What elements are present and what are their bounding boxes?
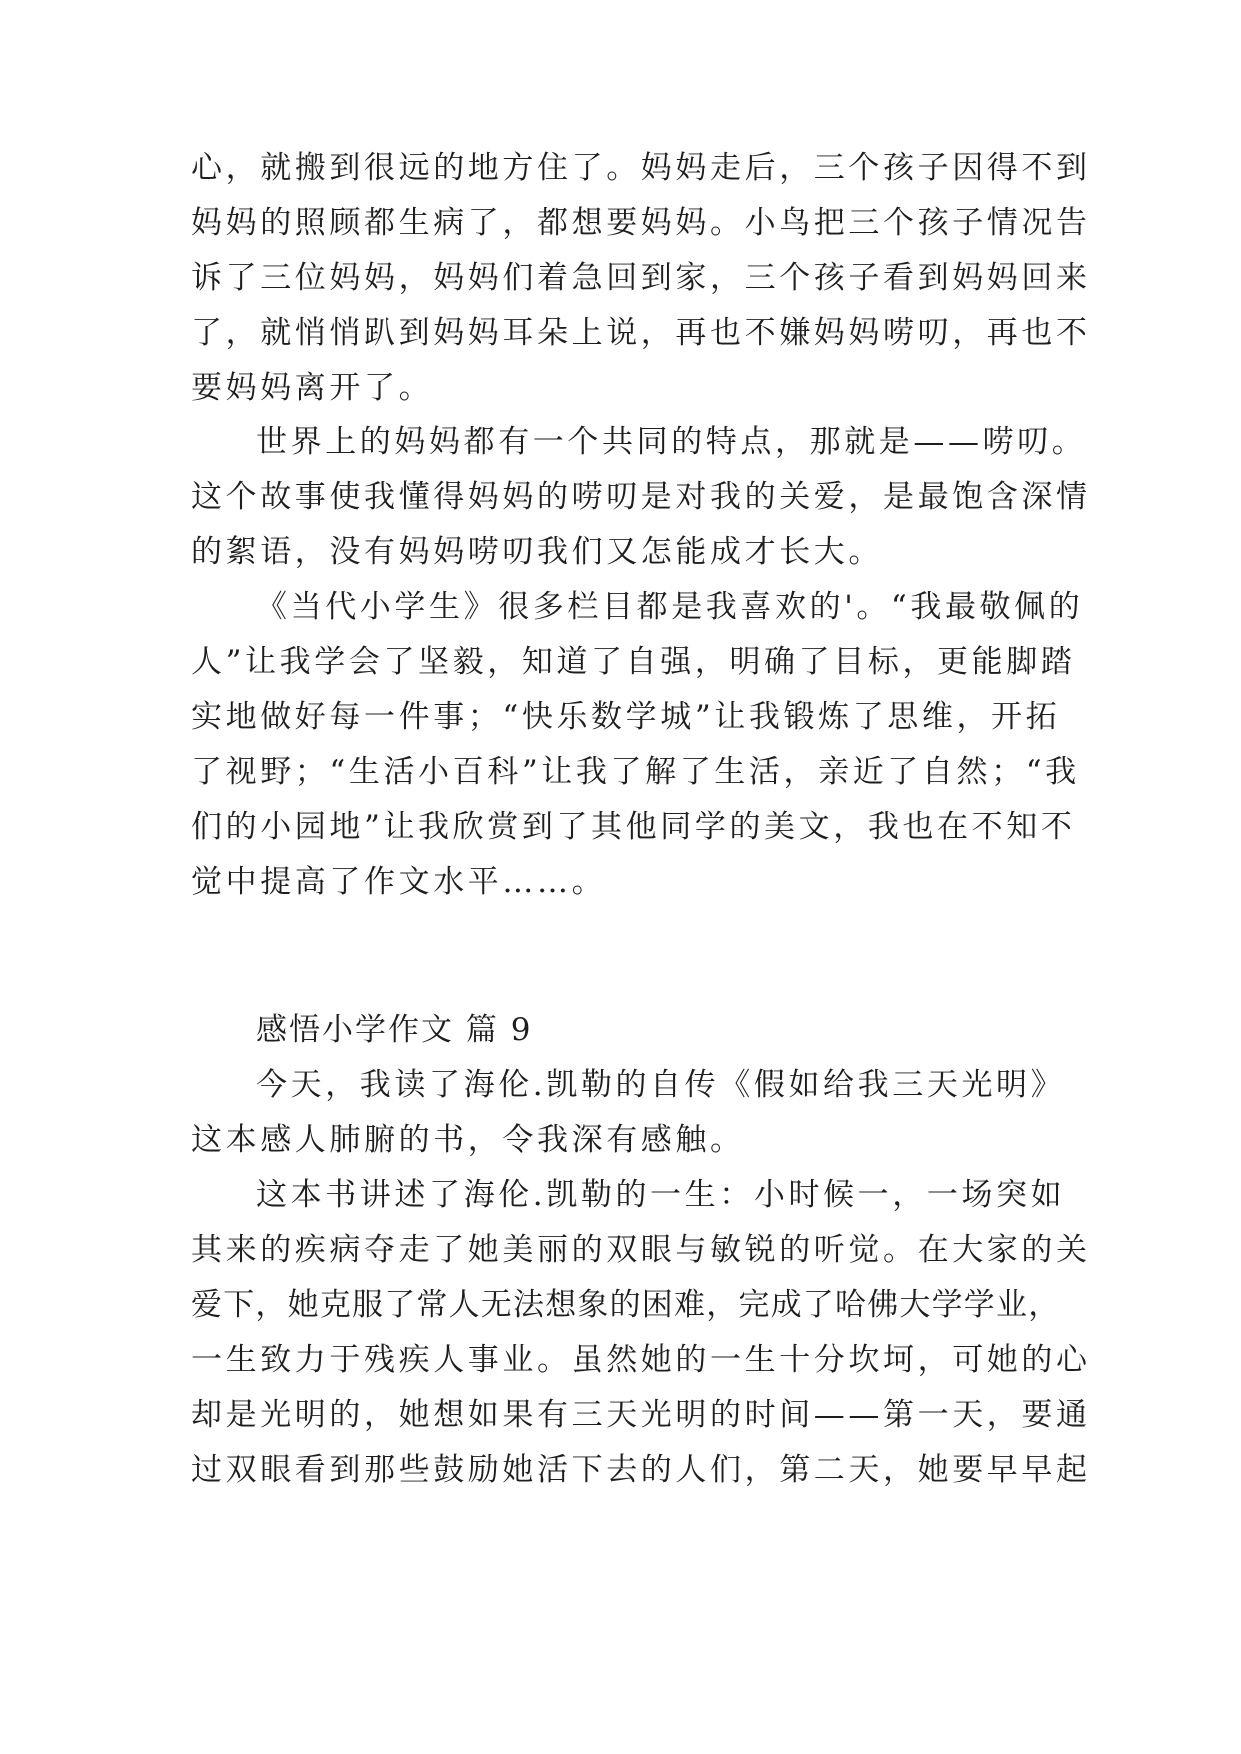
paragraph-2-line-2: 这个故事使我懂得妈妈的唠叨是对我的关爱，是最饱含深情 <box>191 479 1091 515</box>
paragraph-5-line-1: 这本书讲述了海伦.凯勒的一生：小时候一，一场突如 <box>256 1177 1066 1213</box>
paragraph-3-line-1: 《当代小学生》很多栏目都是我喜欢的'。“我最敬佩的 <box>256 589 1084 625</box>
paragraph-5-line-4: 一生致力于残疾人事业。虽然她的一生十分坎坷，可她的心 <box>191 1342 1091 1378</box>
paragraph-3-line-5: 们的小园地”让我欣赏到了其他同学的美文，我也在不知不 <box>191 809 1076 845</box>
paragraph-2-line-3: 的絮语，没有妈妈唠叨我们又怎能成才长大。 <box>191 534 883 570</box>
paragraph-4-line-1: 今天，我读了海伦.凯勒的自传《假如给我三天光明》 <box>256 1067 1066 1103</box>
paragraph-5-line-5: 却是光明的，她想如果有三天光明的时间——第一天，要通 <box>191 1397 1091 1433</box>
paragraph-3-line-3: 实地做好每一件事；“快乐数学城”让我锻炼了思维，开拓 <box>191 699 1061 735</box>
paragraph-4-line-2: 这本感人肺腑的书，令我深有感触。 <box>191 1122 745 1158</box>
paragraph-5-line-6: 过双眼看到那些鼓励她活下去的人们，第二天，她要早早起 <box>191 1452 1091 1488</box>
paragraph-5-line-2: 其来的疾病夺走了她美丽的双眼与敏锐的听觉。在大家的关 <box>191 1232 1091 1268</box>
paragraph-1-line-5: 要妈妈离开了。 <box>191 370 434 406</box>
paragraph-1-line-3: 诉了三位妈妈，妈妈们着急回到家，三个孩子看到妈妈回来 <box>191 260 1091 296</box>
paragraph-5-line-3: 爱下，她克服了常人无法想象的困难，完成了哈佛大学学业， <box>191 1287 1061 1323</box>
paragraph-1-line-2: 妈妈的照顾都生病了，都想要妈妈。小鸟把三个孩子情况告 <box>191 205 1091 241</box>
paragraph-3-line-4: 了视野；“生活小百科”让我了解了生活，亲近了自然；“我 <box>191 754 1080 790</box>
paragraph-3-line-2: 人”让我学会了坚毅，知道了自强，明确了目标，更能脚踏 <box>191 644 1076 680</box>
section-title: 感悟小学作文 篇 9 <box>256 1012 533 1048</box>
paragraph-1-line-4: 了，就悄悄趴到妈妈耳朵上说，再也不嫌妈妈唠叨，再也不 <box>191 315 1091 351</box>
paragraph-2-line-1: 世界上的妈妈都有一个共同的特点，那就是——唠叨。 <box>256 424 1087 460</box>
paragraph-3-line-6: 觉中提高了作文水平……。 <box>191 864 607 900</box>
paragraph-1-line-1: 心，就搬到很远的地方住了。妈妈走后，三个孩子因得不到 <box>191 150 1091 186</box>
